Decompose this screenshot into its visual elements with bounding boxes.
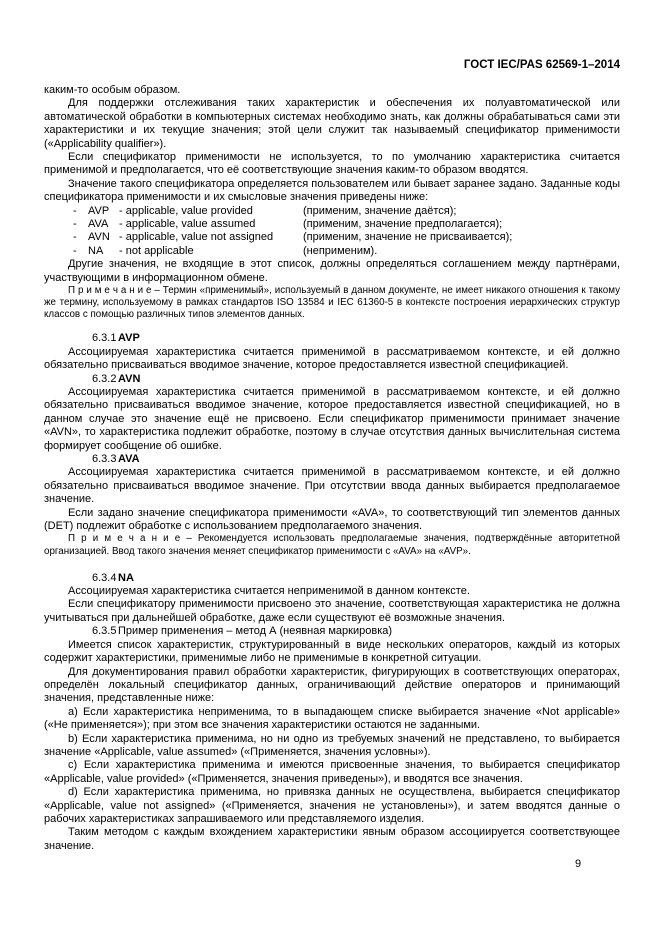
section-number: 6.3.4 xyxy=(92,571,117,584)
list-item-paragraph: a) Если характеристика неприменима, то в выпадающем списке выбирается значение «Not applicable» («Не применяется»); при этом все значения характеристики остаются не заданными. xyxy=(44,705,620,732)
code-meaning-en: - applicable, value assumed xyxy=(119,218,256,231)
section-number: 6.3.2 xyxy=(92,372,117,385)
code-meaning-en: - applicable, value provided xyxy=(119,204,253,217)
section-number: 6.3.5 xyxy=(92,625,117,638)
paragraph: Для поддержки отслеживания таких характеристик и обеспечения их полуавтоматической или автоматической обработки в компьютерных системах необходимо знать, как должны обрабатываться сами эти характеристики и их текущие значения; этой цели служит так называемый спецификатор применимости («Applicability qualifier»). xyxy=(44,97,620,150)
paragraph: Ассоциируемая характеристика считается неприменимой в данном контексте. xyxy=(68,585,470,598)
paragraph: Значение такого спецификатора определяется пользователем или бывает заранее задано. Заданные коды спецификатора применимости и их смысловые значения приведены ниже: xyxy=(44,177,620,204)
paragraph: Ассоциируемая характеристика считается применимой в рассматриваемом контексте, и ей должно обязательно присваиваться вводимое значение, которое предоставляется известной спецификацией. xyxy=(44,345,620,372)
code-value: AVP xyxy=(88,204,110,217)
section-heading xyxy=(44,332,620,345)
code-value: NA xyxy=(88,244,104,257)
code-row xyxy=(73,218,620,231)
section-heading xyxy=(44,453,620,466)
code-meaning-ru: (применим, значение не присваивается); xyxy=(303,231,513,244)
section-title: AVP xyxy=(118,332,140,345)
note-text: – Рекомендуется использовать предполагаемые значения, подтверждённые авторитетной организацией. Ввод такого значения меняет спецификатор применимости с «AVA» на «AVP». xyxy=(44,533,620,557)
page-number: 9 xyxy=(574,858,582,870)
note xyxy=(44,533,620,557)
code-meaning-en: - not applicable xyxy=(119,244,194,257)
code-meaning-ru: (применим, значение предполагается); xyxy=(303,218,503,231)
paragraph: Если спецификатор применимости не используется, то по умолчанию характеристика считается применимой и предполагается, что её соответствующие значения каким-то образом вводятся. xyxy=(44,151,620,177)
code-row xyxy=(73,245,620,258)
paragraph: Если задано значение спецификатора применимости «AVA», то соответствующий тип элементов данных (DET) подлежит обработке с использованием предполагаемого значения. xyxy=(44,506,620,533)
section-number: 6.3.3 xyxy=(92,453,117,466)
paragraph: Если спецификатору применимости присвоено это значение, соответствующая характеристика не должна учитываться при дальнейшей обработке, даже если существуют её возможные значения. xyxy=(44,598,620,624)
paragraph: Ассоциируемая характеристика считается применимой в рассматриваемом контексте, и ей должно обязательно присваиваться вводимое значение. При отсутствии ввода данных выбирается предполагаемое значение. xyxy=(44,466,620,506)
paragraph: Имеется список характеристик, структурированный в виде нескольких операторов, каждый из которых содержит характеристики, применимые либо не применимые в конкретной ситуации. xyxy=(44,638,620,665)
paragraph: Таким методом с каждым вхождением характеристики явным образом ассоциируется соответствующее значение. xyxy=(44,826,620,852)
paragraph: Другие значения, не входящие в этот список, должны определяться соглашением между партнёрами, участвующими в информационном обмене. xyxy=(44,258,620,284)
code-row xyxy=(73,205,620,218)
code-meaning-en: - applicable, value not assigned xyxy=(119,231,274,244)
section-heading xyxy=(44,625,620,638)
paragraph: Для документирования правил обработки характеристик, фигурирующих в соответствующих операторах, определён локальный спецификатор данных, ограничивающий действие операторов и принимающий значения, представленные ниже: xyxy=(44,665,620,705)
section-number: 6.3.1 xyxy=(92,332,117,345)
note-text: – Термин «применимый», используемый в данном документе, не имеет никакого отношения к такому же термину, используемому в рамках стандартов ISO 13584 и IEC 61360-5 в контексте построения иерархических структур классов с помощью различных типов элементов данных. xyxy=(44,285,620,321)
note-label: П р и м е ч а н и е xyxy=(68,285,152,297)
paragraph: Ассоциируемая характеристика считается применимой в рассматриваемом контексте, и ей должно обязательно присваиваться вводимое значение, которое предоставляется известной спецификацией, но в данном случае это значение ещё не присвоено. Если спецификатор применимости принимает значение «AVN», то характеристика подлежит обработке, поэтому в случае отсутствия данных вычислительная система формирует сообщение об ошибке. xyxy=(44,386,620,452)
code-value: AVN xyxy=(88,231,110,244)
code-meaning-ru: (применим, значение даётся); xyxy=(303,204,457,217)
section-title: AVN xyxy=(118,372,141,385)
code-meaning-ru: (неприменим). xyxy=(303,244,378,257)
doc-header: ГОСТ IEC/PAS 62569-1–2014 xyxy=(463,59,620,71)
code-list xyxy=(44,205,620,259)
code-dash: - xyxy=(73,204,77,217)
code-dash: - xyxy=(73,244,77,257)
code-dash: - xyxy=(73,231,77,244)
list-item-paragraph: c) Если характеристика применима и имеются присвоенные значения, то выбирается спецификатор «Applicable, value provided» («Применяется, значения приведены»), и вводятся все значения. xyxy=(44,759,620,785)
section-title: Пример применения – метод А (неявная маркировка) xyxy=(118,625,393,638)
page-content xyxy=(44,84,620,853)
note xyxy=(44,285,620,321)
code-dash: - xyxy=(73,218,77,231)
list-item-paragraph: b) Если характеристика применима, но ни одно из требуемых значений не представлено, то выбирается значение «Applicable, value assumed» («Применяется, значения условны»). xyxy=(44,732,620,758)
paragraph: каким-то особым образом. xyxy=(44,84,181,96)
vertical-gap xyxy=(44,321,620,332)
code-row xyxy=(73,231,620,244)
code-value: AVA xyxy=(88,218,109,231)
section-heading xyxy=(44,373,620,386)
vertical-gap xyxy=(44,558,620,572)
note-label: П р и м е ч а н и е xyxy=(68,533,181,545)
section-title: AVA xyxy=(118,453,140,466)
section-title: NA xyxy=(118,571,134,584)
list-item-paragraph: d) Если характеристика применима, но привязка данных не осуществлена, выбирается спецификатор «Applicable, value not assigned» («Применяется, значения не установлены»), и затем вводятся данные о рабочих характеристиках запрашиваемого или представляемого изделия. xyxy=(44,786,620,825)
section-heading xyxy=(44,572,620,585)
